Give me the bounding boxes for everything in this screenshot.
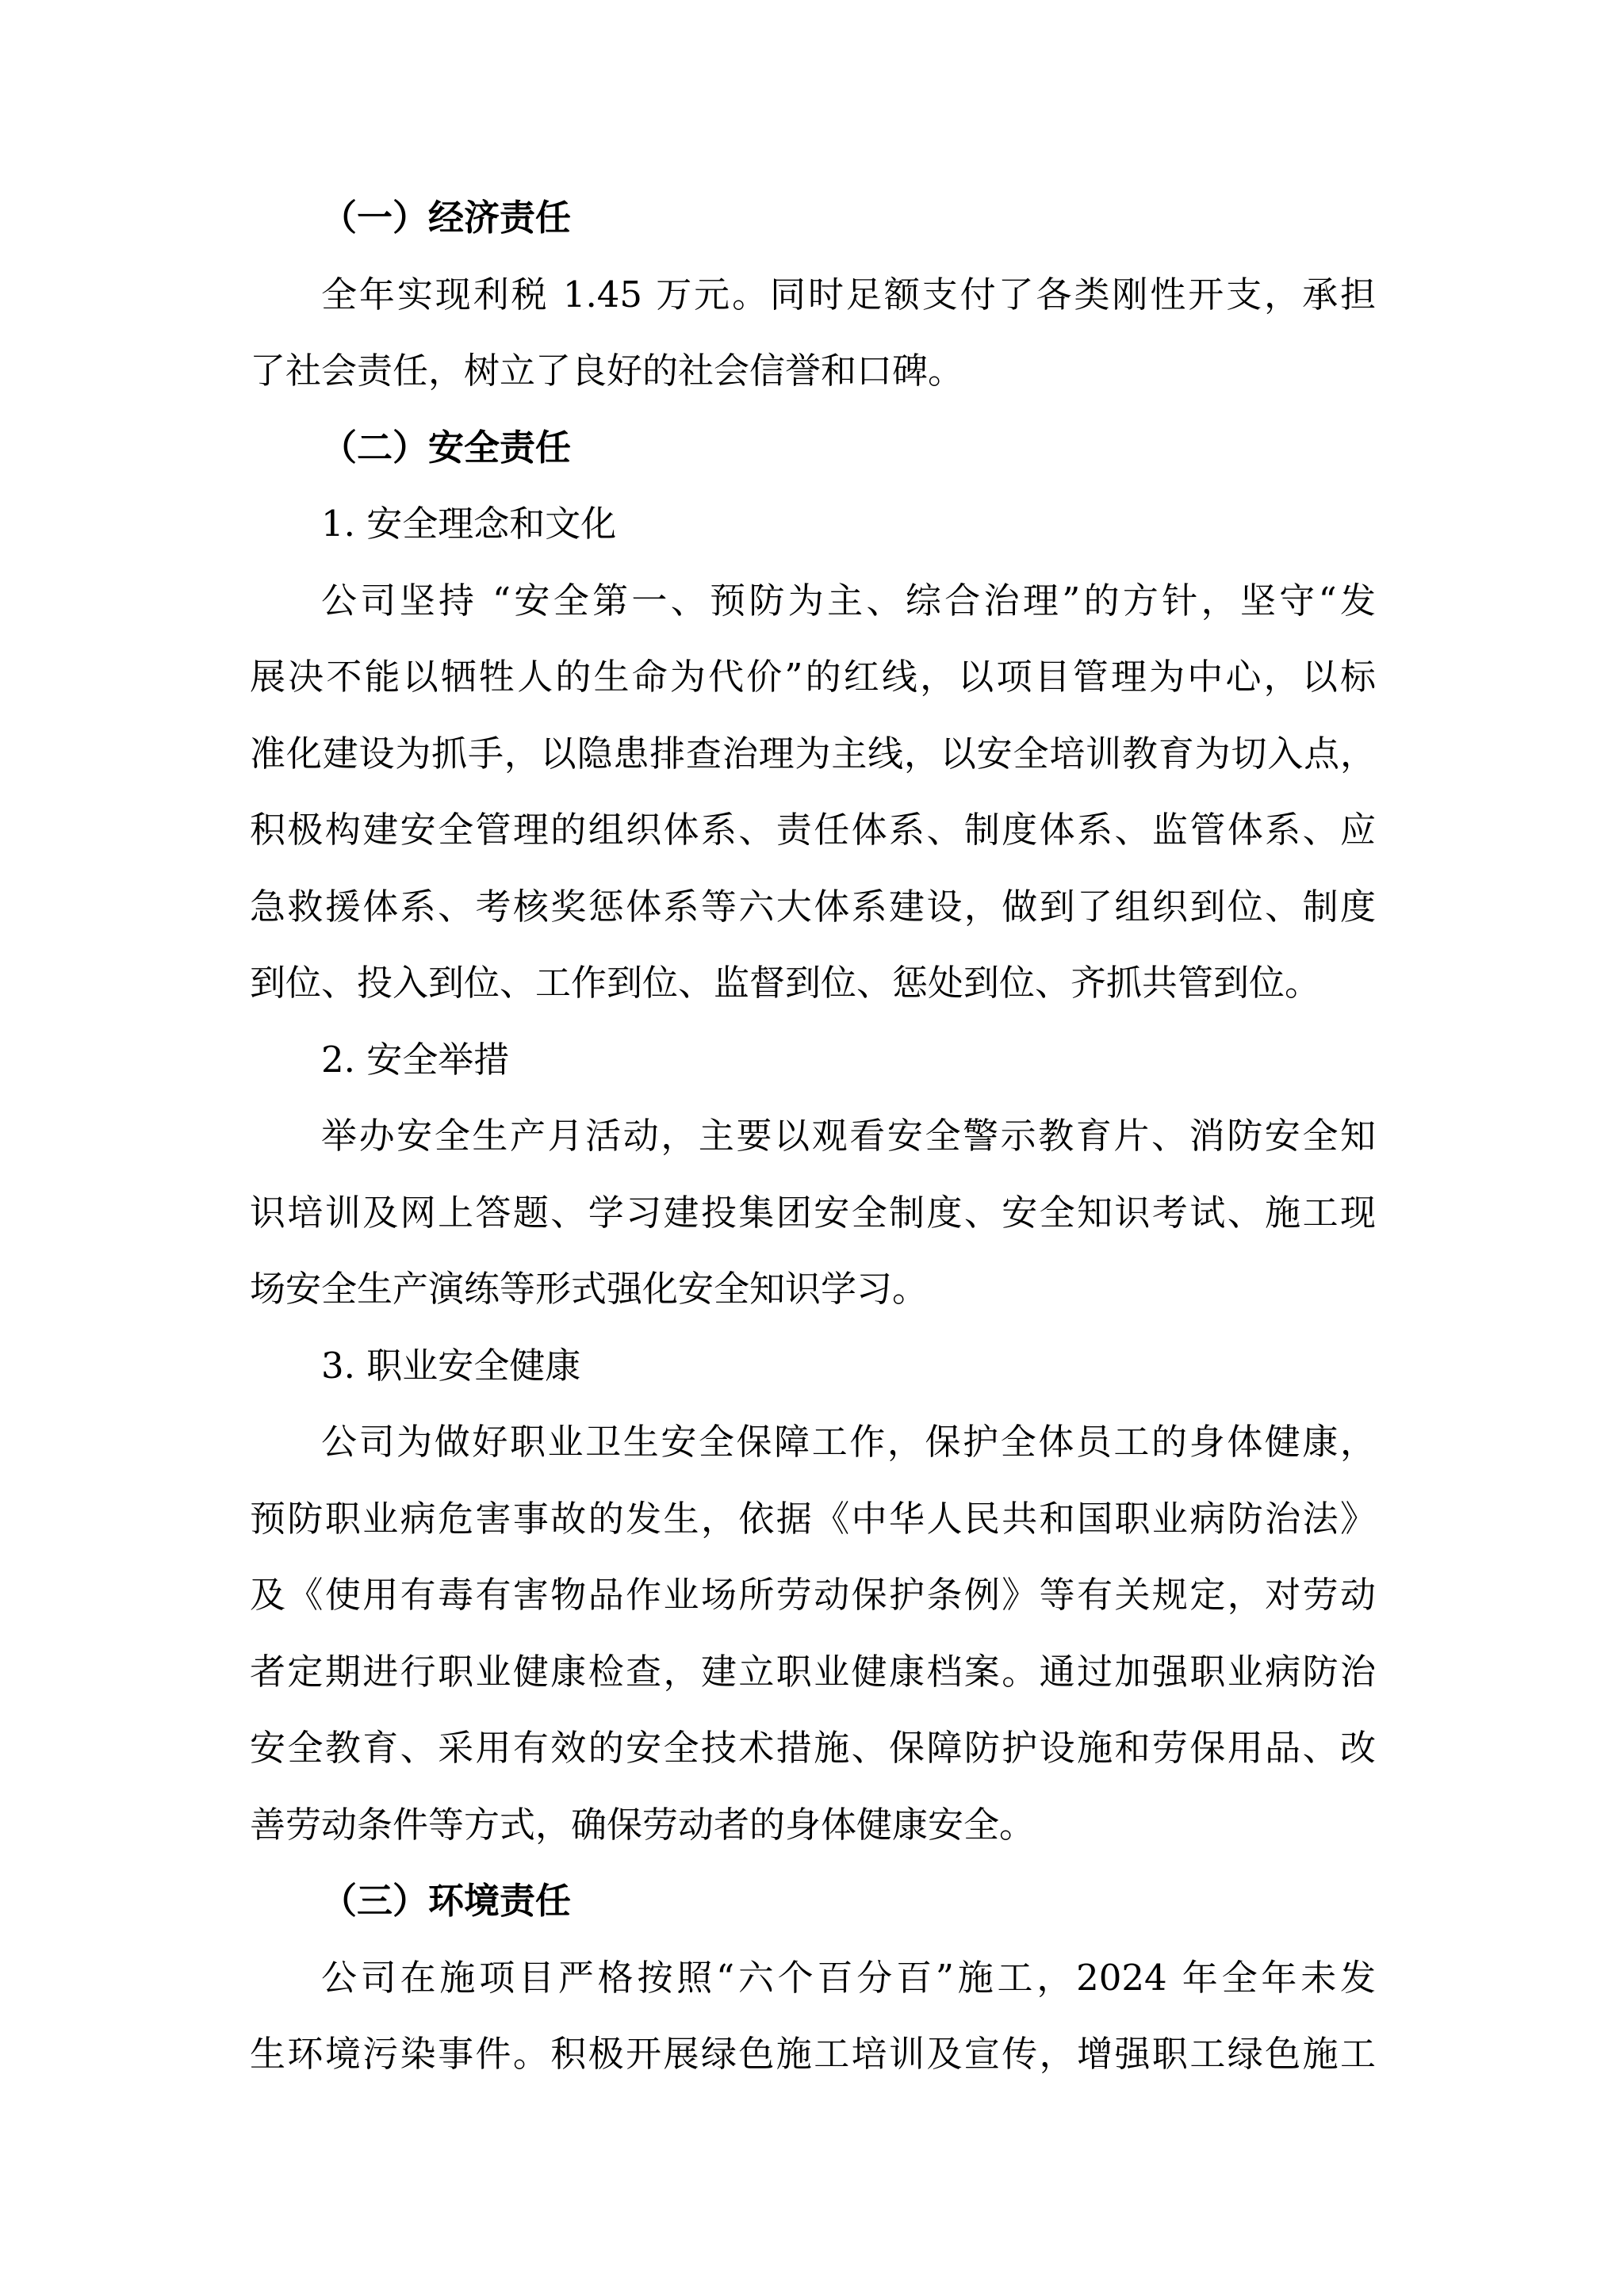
body-text-line: 展决不能以牺牲人的生命为代价”的红线，以项目管理为中心，以标 bbox=[250, 656, 1376, 698]
section-heading-line: （一）经济责任 bbox=[321, 197, 572, 239]
sub-heading-line: 2. 安全举措 bbox=[321, 1038, 510, 1081]
body-text-line: 者定期进行职业健康检查，建立职业健康档案。通过加强职业病防治 bbox=[250, 1650, 1376, 1693]
body-text-line: 公司为做好职业卫生安全保障工作，保护全体员工的身体健康， bbox=[321, 1421, 1376, 1463]
body-text-line: 场安全生产演练等形式强化安全知识学习。 bbox=[250, 1268, 929, 1310]
body-text-line: 生环境污染事件。积极开展绿色施工培训及宣传，增强职工绿色施工 bbox=[250, 2033, 1376, 2075]
body-text-line: 善劳动条件等方式，确保劳动者的身体健康安全。 bbox=[250, 1803, 1036, 1846]
body-text-line: 举办安全生产月活动，主要以观看安全警示教育片、消防安全知 bbox=[321, 1115, 1376, 1157]
section-heading-line: （三）环境责任 bbox=[321, 1880, 572, 1922]
body-text-line: 积极构建安全管理的组织体系、责任体系、制度体系、监管体系、应 bbox=[250, 809, 1376, 851]
body-text-line: 安全教育、采用有效的安全技术措施、保障防护设施和劳保用品、改 bbox=[250, 1727, 1376, 1769]
body-text-line: 了社会责任，树立了良好的社会信誉和口碑。 bbox=[250, 350, 964, 392]
sub-heading-line: 1. 安全理念和文化 bbox=[321, 503, 617, 545]
body-text-line: 公司在施项目严格按照“六个百分百”施工，2024 年全年未发 bbox=[321, 1956, 1376, 1999]
body-text-line: 到位、投入到位、工作到位、监督到位、惩处到位、齐抓共管到位。 bbox=[250, 962, 1321, 1004]
body-text-line: 全年实现利税 1.45 万元。同时足额支付了各类刚性开支，承担 bbox=[321, 273, 1376, 316]
sub-heading-line: 3. 职业安全健康 bbox=[321, 1344, 581, 1387]
section-heading-line: （二）安全责任 bbox=[321, 426, 572, 469]
text-block bbox=[250, 180, 1376, 2093]
body-text-line: 公司坚持 “安全第一、预防为主、综合治理”的方针，坚守“发 bbox=[321, 579, 1376, 622]
body-text-line: 识培训及网上答题、学习建投集团安全制度、安全知识考试、施工现 bbox=[250, 1191, 1376, 1234]
body-text-line: 及《使用有毒有害物品作业场所劳动保护条例》等有关规定，对劳动 bbox=[250, 1574, 1376, 1616]
body-text-line: 急救援体系、考核奖惩体系等六大体系建设，做到了组织到位、制度 bbox=[250, 885, 1376, 928]
body-text-line: 准化建设为抓手，以隐患排查治理为主线，以安全培训教育为切入点， bbox=[250, 732, 1376, 775]
body-text-line: 预防职业病危害事故的发生，依据《中华人民共和国职业病防治法》 bbox=[250, 1497, 1376, 1540]
